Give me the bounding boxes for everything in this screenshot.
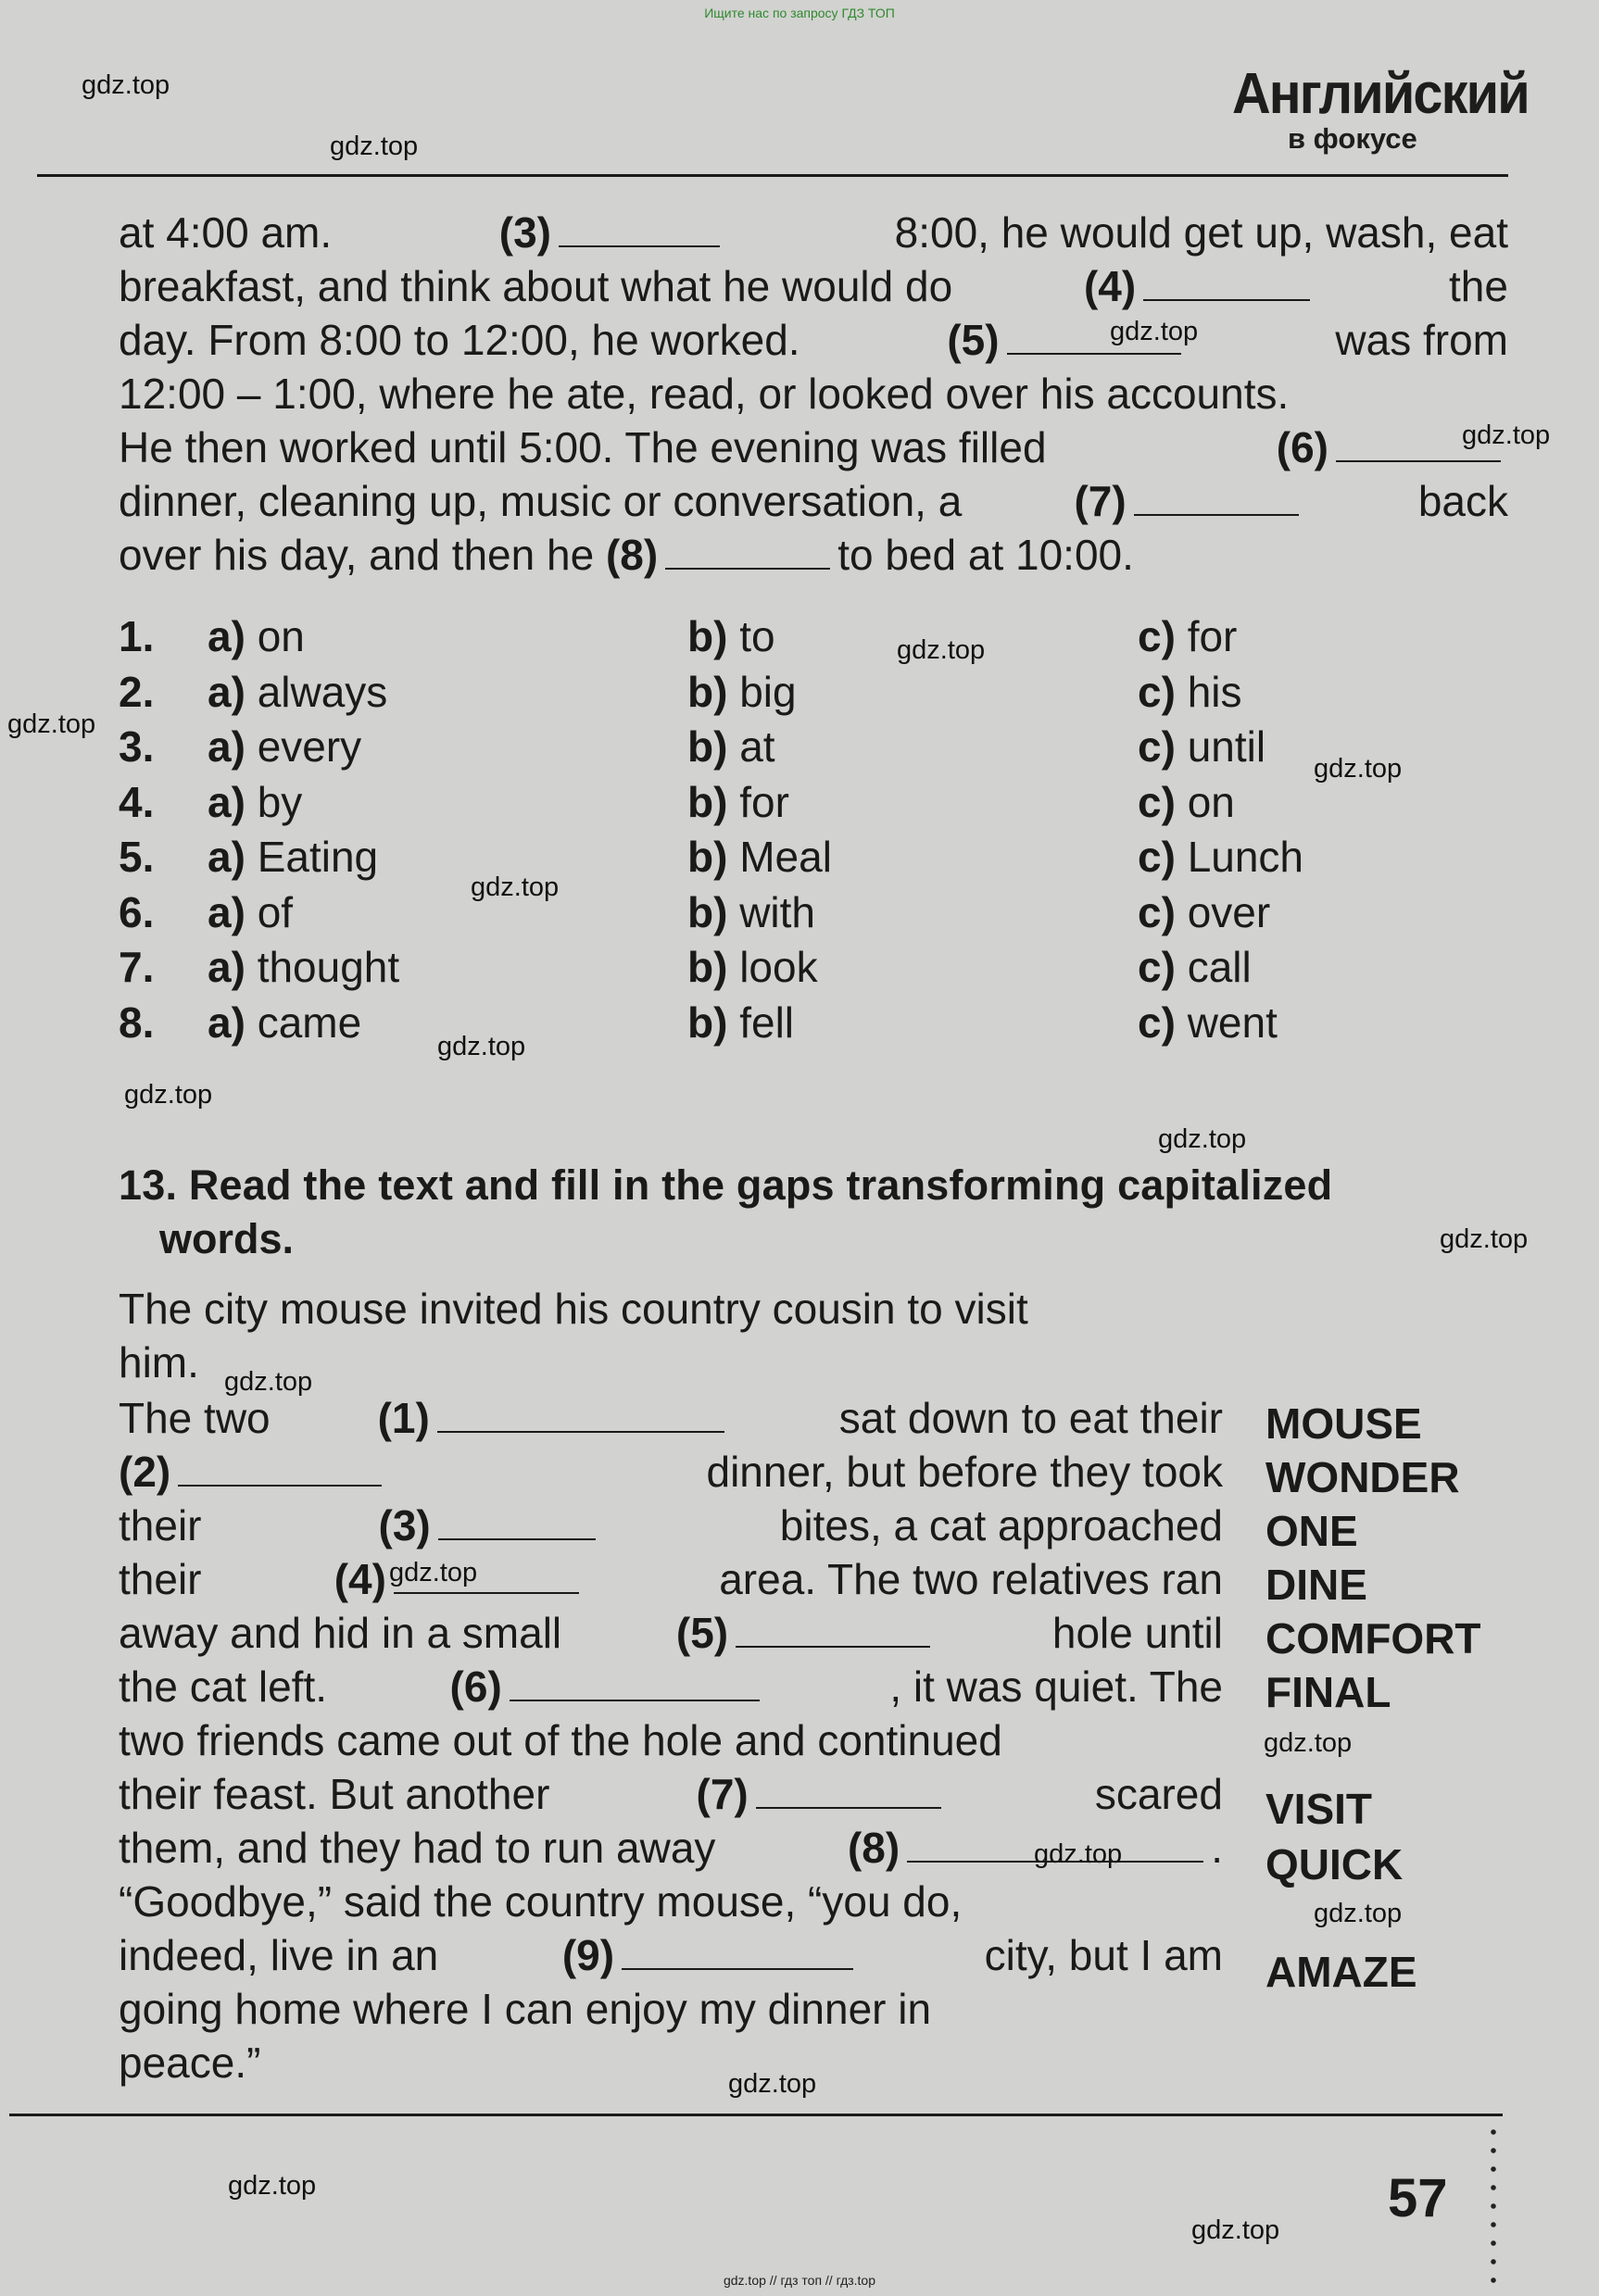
- option-text: at: [739, 722, 775, 771]
- gap-blank[interactable]: [394, 1553, 579, 1594]
- option-letter: b): [687, 722, 728, 771]
- footer-rule: [9, 2114, 1503, 2116]
- option-text: Meal: [739, 833, 832, 881]
- gap-blank[interactable]: [756, 1768, 941, 1809]
- option-a[interactable]: [208, 667, 387, 717]
- option-a[interactable]: [208, 997, 361, 1048]
- page-number: 57: [1388, 2168, 1448, 2228]
- option-number: 6.: [119, 887, 155, 936]
- gap-blank[interactable]: [1007, 314, 1181, 355]
- passage-line: breakfast, and think about what he would do (4) the: [119, 262, 1508, 310]
- option-letter: c): [1138, 722, 1176, 771]
- option-number: 8.: [119, 997, 155, 1047]
- option-b[interactable]: [687, 721, 775, 772]
- gap-blank[interactable]: [510, 1661, 760, 1701]
- gap-blank[interactable]: [665, 529, 830, 570]
- option-a[interactable]: [208, 721, 361, 772]
- gap-blank[interactable]: [559, 207, 720, 247]
- option-a[interactable]: [208, 942, 399, 992]
- option-c[interactable]: [1138, 997, 1278, 1048]
- exercise-13-title: 13. Read the text and fill in the gaps transforming capitalized: [119, 1161, 1333, 1209]
- option-letter: a): [208, 887, 246, 936]
- watermark: gdz.top: [1264, 1728, 1353, 1758]
- option-text: on: [257, 612, 305, 660]
- option-b[interactable]: [687, 887, 815, 937]
- watermark: gdz.top: [1191, 2215, 1280, 2245]
- option-text: Eating: [257, 833, 379, 881]
- option-letter: a): [208, 997, 246, 1047]
- watermark: gdz.top: [224, 1367, 313, 1397]
- watermark: gdz.top: [1110, 317, 1199, 346]
- header-rule: [37, 174, 1508, 177]
- option-a[interactable]: [208, 832, 378, 882]
- option-letter: c): [1138, 667, 1176, 716]
- gap-blank[interactable]: [1134, 475, 1299, 516]
- top-note: Ищите нас по запросу ГДЗ ТОП: [704, 6, 895, 20]
- option-text: fell: [739, 997, 795, 1047]
- option-c[interactable]: [1138, 721, 1265, 772]
- option-number: 3.: [119, 722, 155, 771]
- keyword: FINAL: [1265, 1668, 1391, 1716]
- option-letter: c): [1138, 997, 1176, 1047]
- logo-title: Английский: [1232, 62, 1529, 126]
- option-letter: b): [687, 943, 728, 991]
- watermark: gdz.top: [7, 709, 96, 739]
- option-c[interactable]: [1138, 942, 1252, 992]
- option-letter: c): [1138, 777, 1176, 826]
- passage-line: over his day, and then he (8) to bed at 10:00.: [119, 531, 1134, 579]
- option-text: always: [257, 667, 388, 716]
- keyword: WONDER: [1265, 1453, 1460, 1501]
- option-a[interactable]: [208, 887, 293, 937]
- option-letter: b): [687, 667, 728, 716]
- option-text: big: [739, 667, 797, 716]
- option-letter: a): [208, 777, 246, 826]
- gap-blank[interactable]: [438, 1499, 596, 1540]
- option-letter: a): [208, 667, 246, 716]
- passage-line: day. From 8:00 to 12:00, he worked. (5) was from: [119, 316, 1508, 364]
- option-c[interactable]: [1138, 611, 1237, 661]
- option-text: to: [739, 612, 775, 660]
- option-text: Lunch: [1187, 833, 1304, 881]
- watermark: gdz.top: [1440, 1224, 1529, 1254]
- option-text: every: [257, 722, 362, 771]
- gap-blank[interactable]: [622, 1929, 853, 1970]
- option-text: his: [1187, 667, 1242, 716]
- watermark: gdz.top: [437, 1032, 526, 1061]
- option-number: 5.: [119, 833, 155, 881]
- option-letter: b): [687, 887, 728, 936]
- option-b[interactable]: [687, 832, 832, 882]
- option-letter: a): [208, 943, 246, 991]
- option-text: on: [1187, 777, 1235, 826]
- passage-line: their feast. But another (7) scared: [119, 1770, 1223, 1818]
- option-letter: b): [687, 777, 728, 826]
- option-text: came: [257, 997, 362, 1047]
- option-letter: c): [1138, 612, 1176, 660]
- option-number: 7.: [119, 943, 155, 991]
- option-letter: a): [208, 722, 246, 771]
- passage-line: away and hid in a small (5) hole until: [119, 1609, 1223, 1657]
- watermark: gdz.top: [82, 70, 170, 100]
- option-b[interactable]: [687, 777, 789, 827]
- gap-blank[interactable]: [437, 1392, 724, 1433]
- watermark: gdz.top: [728, 2069, 817, 2099]
- option-letter: b): [687, 833, 728, 881]
- keyword: QUICK: [1265, 1840, 1404, 1888]
- watermark: gdz.top: [1314, 754, 1403, 784]
- watermark: gdz.top: [389, 1558, 478, 1587]
- passage-line: dinner, cleaning up, music or conversation, a (7) back: [119, 477, 1508, 525]
- exercise-13-title-cont: words.: [159, 1215, 295, 1262]
- option-letter: a): [208, 833, 246, 881]
- option-letter: c): [1138, 887, 1176, 936]
- option-b[interactable]: [687, 667, 797, 717]
- page-edge-dots: [1490, 2123, 1497, 2290]
- passage-line: at 4:00 am. (3) 8:00, he would get up, wash, eat: [119, 208, 1508, 257]
- option-letter: c): [1138, 833, 1176, 881]
- option-letter: c): [1138, 943, 1176, 991]
- watermark: gdz.top: [228, 2171, 317, 2201]
- passage-line: two friends came out of the hole and continued: [119, 1716, 1002, 1764]
- gap-blank[interactable]: [1336, 421, 1501, 462]
- keyword: AMAZE: [1265, 1948, 1417, 1996]
- passage-line: their (4) area. The two relatives ran: [119, 1555, 1223, 1603]
- gap-blank[interactable]: [907, 1822, 1203, 1863]
- option-a[interactable]: [208, 777, 302, 827]
- option-b[interactable]: [687, 942, 818, 992]
- passage-line: The city mouse invited his country cousin to visit: [119, 1285, 1028, 1333]
- option-letter: b): [687, 997, 728, 1047]
- watermark: gdz.top: [1462, 420, 1551, 450]
- passage-line: peace.”: [119, 2039, 261, 2087]
- option-text: for: [739, 777, 789, 826]
- passage-line: 12:00 – 1:00, where he ate, read, or looked over his accounts.: [119, 370, 1290, 418]
- watermark: gdz.top: [330, 132, 419, 161]
- passage-line: He then worked until 5:00. The evening was filled (6): [119, 420, 1508, 474]
- option-text: call: [1187, 943, 1252, 991]
- option-c[interactable]: [1138, 832, 1303, 882]
- watermark: gdz.top: [897, 635, 986, 665]
- option-text: went: [1187, 997, 1278, 1047]
- option-text: until: [1187, 722, 1266, 771]
- gap-blank[interactable]: [736, 1607, 930, 1648]
- option-number: 1.: [119, 612, 155, 660]
- watermark: gdz.top: [1314, 1899, 1403, 1928]
- option-c[interactable]: [1138, 777, 1235, 827]
- watermark: gdz.top: [471, 872, 560, 902]
- logo-subtitle: в фокусе: [1288, 122, 1417, 155]
- option-b[interactable]: [687, 997, 794, 1048]
- option-letter: a): [208, 612, 246, 660]
- watermark: gdz.top: [1034, 1839, 1123, 1869]
- passage-line: their (3) bites, a cat approached: [119, 1501, 1223, 1549]
- passage-line: “Goodbye,” said the country mouse, “you do,: [119, 1877, 963, 1926]
- option-number: 4.: [119, 777, 155, 826]
- keyword: DINE: [1265, 1561, 1367, 1609]
- option-text: by: [257, 777, 303, 826]
- option-text: for: [1187, 612, 1238, 660]
- option-b[interactable]: [687, 611, 775, 661]
- bottom-note: gdz.top // гдз топ // гдз.top: [723, 2273, 876, 2288]
- passage-line: him.: [119, 1338, 199, 1386]
- option-a[interactable]: [208, 611, 305, 661]
- option-text: with: [739, 887, 816, 936]
- keyword: VISIT: [1265, 1785, 1373, 1833]
- option-c[interactable]: [1138, 667, 1242, 717]
- option-letter: b): [687, 612, 728, 660]
- option-text: thought: [257, 943, 400, 991]
- passage-line: them, and they had to run away (8) .: [119, 1824, 1223, 1872]
- passage-line: indeed, live in an (9) city, but I am: [119, 1931, 1223, 1979]
- passage-line: going home where I can enjoy my dinner in: [119, 1985, 932, 2033]
- keyword: MOUSE: [1265, 1399, 1422, 1448]
- gap-blank[interactable]: [178, 1446, 382, 1487]
- gap-blank[interactable]: [1143, 260, 1310, 301]
- watermark: gdz.top: [124, 1080, 213, 1110]
- option-number: 2.: [119, 667, 155, 716]
- option-text: of: [257, 887, 294, 936]
- option-text: over: [1187, 887, 1271, 936]
- option-c[interactable]: [1138, 887, 1270, 937]
- keyword: COMFORT: [1265, 1614, 1481, 1662]
- keyword: ONE: [1265, 1507, 1358, 1555]
- passage-line: the cat left. (6) , it was quiet. The: [119, 1662, 1223, 1711]
- watermark: gdz.top: [1158, 1124, 1247, 1154]
- passage-line: The two (1) sat down to eat their: [119, 1394, 1223, 1442]
- passage-line: (2) dinner, but before they took: [119, 1448, 1223, 1496]
- option-text: look: [739, 943, 818, 991]
